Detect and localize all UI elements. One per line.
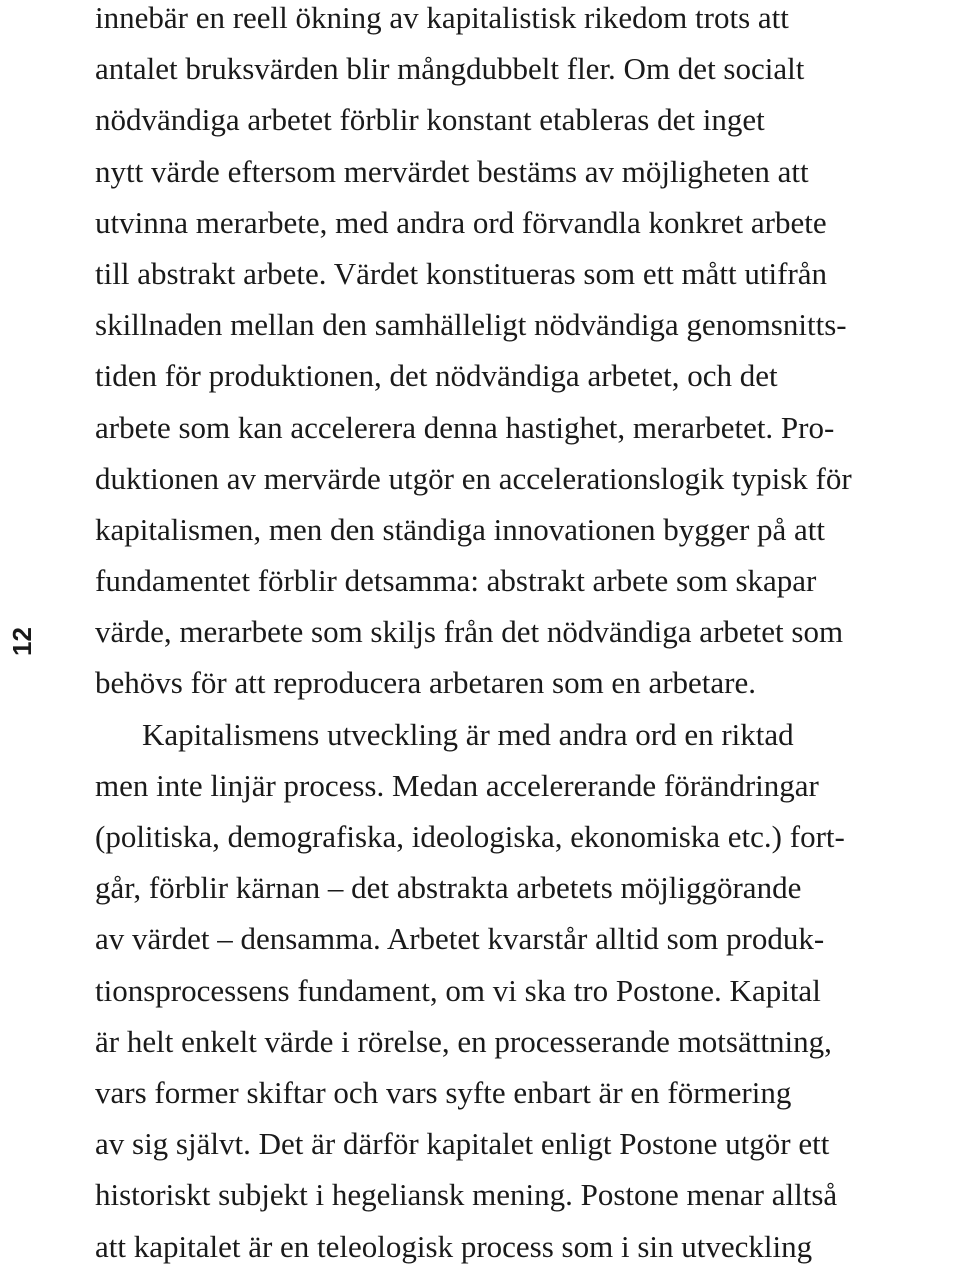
text-line: antalet bruksvärden blir mångdubbelt fler. Om det socialt — [95, 51, 805, 87]
text-line: men inte linjär process. Medan accelererande förändringar — [95, 767, 819, 803]
text-line: att kapitalet är en teleologisk process som i sin utveckling — [95, 1228, 813, 1264]
text-line: till abstrakt arbete. Värdet konstitueras som ett mått utifrån — [95, 255, 828, 291]
text-line: nytt värde eftersom mervärdet bestäms av möjligheten att — [95, 153, 809, 189]
body-text — [95, 0, 960, 1272]
text-line: tionsprocessens fundament, om vi ska tro Postone. Kapital — [95, 972, 821, 1008]
text-line: duktionen av mervärde utgör en accelerationslogik typisk för — [95, 460, 852, 496]
text-line: nödvändiga arbetet förblir konstant etableras det inget — [95, 102, 765, 138]
text-line: innebär en reell ökning av kapitalistisk rikedom trots att — [95, 0, 789, 35]
paragraph-start-line: Kapitalismens utveckling är med andra ord en riktad — [142, 716, 794, 752]
text-line: behövs för att reproducera arbetaren som en arbetare. — [95, 665, 756, 701]
text-line: går, förblir kärnan – det abstrakta arbetets möjliggörande — [95, 870, 802, 906]
text-line: värde, merarbete som skiljs från det nödvändiga arbetet som — [95, 614, 844, 650]
page-number: 12 — [7, 627, 37, 656]
text-line: av värdet – densamma. Arbetet kvarstår alltid som produk- — [95, 921, 825, 957]
text-line: historiskt subjekt i hegeliansk mening. Postone menar alltså — [95, 1177, 838, 1213]
text-line: arbete som kan accelerera denna hastighet, merarbetet. Pro- — [95, 409, 835, 445]
text-line: av sig självt. Det är därför kapitalet enligt Postone utgör ett — [95, 1126, 830, 1162]
text-line: är helt enkelt värde i rörelse, en processerande motsättning, — [95, 1023, 832, 1059]
text-line: kapitalismen, men den ständiga innovationen bygger på att — [95, 511, 826, 547]
text-line: utvinna merarbete, med andra ord förvandla konkret arbete — [95, 204, 827, 240]
text-line: (politiska, demografiska, ideologiska, ekonomiska etc.) fort- — [95, 819, 845, 854]
text-line: fundamentet förblir detsamma: abstrakt arbete som skapar — [95, 563, 817, 599]
text-line: tiden för produktionen, det nödvändiga arbetet, och det — [95, 358, 778, 394]
text-line: skillnaden mellan den samhälleligt nödvändiga genomsnitts- — [95, 307, 847, 343]
text-line: vars former skiftar och vars syfte enbart är en förmering — [95, 1074, 792, 1110]
